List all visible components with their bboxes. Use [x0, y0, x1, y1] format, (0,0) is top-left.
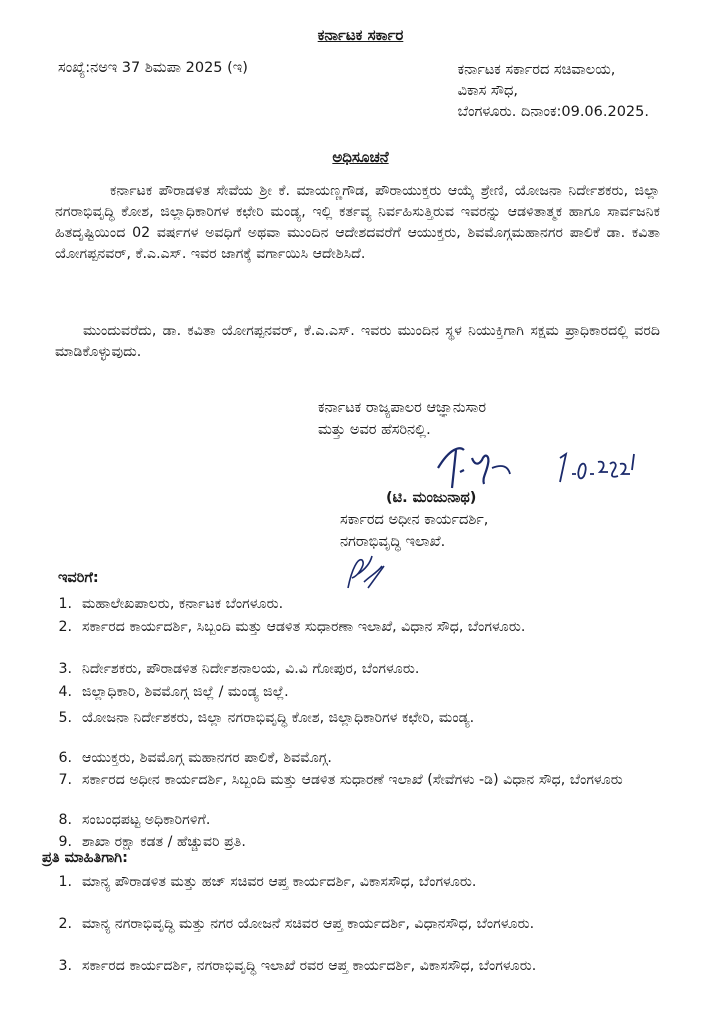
- order-line-1: ಕರ್ನಾಟಕ ರಾಜ್ಯಪಾಲರ ಆಜ್ಞಾನುಸಾರ: [318, 400, 487, 416]
- signatory-designation-2: ನಗರಾಭಿವೃದ್ಧಿ ಇಲಾಖೆ.: [340, 534, 446, 550]
- recipients-heading: ಇವರಿಗೆ:: [58, 570, 99, 586]
- recipients-list: 1. ಮಹಾಲೇಖಪಾಲರು, ಕರ್ನಾಟಕ ಬೆಂಗಳೂರು. 2. ಸರ್ಕಾರದ ಕಾರ್ಯದರ್ಶಿ, ಸಿಬ್ಬಂದಿ ಮತ್ತು ಆಡಳಿತ ಸುಧಾರಣಾ ಇಲಾಖೆ, ವಿಧಾನ ಸೌಧ, ಬೆಂಗಳೂರು. 3. ನಿರ್ದೇಶಕರು, ಪೌರಾಡಳಿತ ನಿರ್ದೇಶನಾಲಯ, ವಿ.ವಿ ಗೋಪುರ, ಬೆಂಗಳೂರು. 4. ಜಿಲ್ಲಾಧಿಕಾರಿ, ಶಿವಮೊಗ್ಗ ಜಿಲ್ಲೆ / ಮಂಡ್ಯ ಜಿಲ್ಲೆ. 5. ಯೋಜನಾ ನಿರ್ದೇಶಕರು, ಜಿಲ್ಲಾ ನಗರಾಭಿವೃದ್ಧಿ ಕೋಶ, ಜಿಲ್ಲಾಧಿಕಾರಿಗಳ ಕಛೇರಿ, ಮಂಡ್ಯ. 6. ಆಯುಕ್ತರು, ಶಿವಮೊಗ್ಗ ಮಹಾನಗರ ಪಾಲಿಕೆ, ಶಿವಮೊಗ್ಗ. 7. ಸರ್ಕಾರದ ಅಧೀನ ಕಾರ್ಯದರ್ಶಿ, ಸಿಬ್ಬಂದಿ ಮತ್ತು ಆಡಳಿತ ಸುಧಾರಣೆ ಇಲಾಖೆ (ಸೇವೆಗಳು -ಡಿ) ವಿಧಾನ ಸೌಧ, ಬೆಂಗಳೂರು 8. ಸಂಬಂಧಪಟ್ಟ ಅಧಿಕಾರಿಗಳಿಗೆ. 9. ಶಾಖಾ ರಕ್ಷಾ ಕಡತ / ಹೆಚ್ಚುವರಿ ಪ್ರತಿ.: [58, 596, 623, 850]
- order-line-2: ಮತ್ತು ಅವರ ಹೆಸರಿನಲ್ಲಿ.: [318, 422, 431, 438]
- notification-paragraph-2: ಮುಂದುವರೆದು, ಡಾ. ಕವಿತಾ ಯೋಗಪ್ಪನವರ್, ಕೆ.ಎ.ಎಸ್. ಇವರು ಮುಂದಿನ ಸ್ಥಳ ನಿಯುಕ್ತಿಗಾಗಿ ಸಕ್ಷಮ ಪ್ರಾಧಿಕಾರದಲ್ಲಿ ವರದಿ ಮಾಡಿಕೊಳ್ಳುವುದು.: [55, 323, 660, 360]
- notification-heading: ಅಧಿಸೂಚನೆ: [332, 148, 389, 166]
- copy-info-list: 1. ಮಾನ್ಯ ಪೌರಾಡಳಿತ ಮತ್ತು ಹಜ್ ಸಚಿವರ ಆಪ್ತ ಕಾರ್ಯದರ್ಶಿ, ವಿಕಾಸಸೌಧ, ಬೆಂಗಳೂರು. 2. ಮಾನ್ಯ ನಗರಾಭಿವೃದ್ಧಿ ಮತ್ತು ನಗರ ಯೋಜನೆ ಸಚಿವರ ಆಪ್ತ ಕಾರ್ಯದರ್ಶಿ, ವಿಧಾನಸೌಧ, ಬೆಂಗಳೂರು. 3. ಸರ್ಕಾರದ ಕಾರ್ಯದರ್ಶಿ, ನಗರಾಭಿವೃದ್ಧಿ ಇಲಾಖೆ ರವರ ಆಪ್ತ ಕಾರ್ಯದರ್ಶಿ, ವಿಕಾಸಸೌಧ, ಬೆಂಗಳೂರು.: [58, 874, 537, 974]
- signatory-name: (ಟಿ. ಮಂಜುನಾಥ): [386, 490, 477, 506]
- reference-number: ಸಂಖ್ಯೆ:ನಅಇ 37 ಶಿಮಪಾ 2025 (ಇ): [58, 60, 248, 76]
- document-title: ಕರ್ನಾಟಕ ಸರ್ಕಾರ: [317, 26, 404, 44]
- handwritten-initials-mark: [338, 538, 393, 598]
- notification-paragraph-1: ಕರ್ನಾಟಕ ಪೌರಾಡಳಿತ ಸೇವೆಯ ಶ್ರೀ ಕೆ. ಮಾಯಣ್ಣಗೌಡ, ಪೌರಾಯುಕ್ತರು ಆಯ್ಕೆ ಶ್ರೇಣಿ, ಯೋಜನಾ ನಿರ್ದೇಶಕರು, ಜಿಲ್ಲಾ ನಗರಾಭಿವೃದ್ಧಿ ಕೋಶ, ಜಿಲ್ಲಾಧಿಕಾರಿಗಳ ಕಛೇರಿ ಮಂಡ್ಯ, ಇಲ್ಲಿ ಕರ್ತವ್ಯ ನಿರ್ವಹಿಸುತ್ತಿರುವ ಇವರನ್ನು ಆಡಳಿತಾತ್ಮಕ ಹಾಗೂ ಸಾರ್ವಜನಿಕ ಹಿತದೃಷ್ಟಿಯಿಂದ 02 ವರ್ಷಗಳ ಅವಧಿಗೆ ಅಥವಾ ಮುಂದಿನ ಆದೇಶದವರೆಗೆ ಆಯುಕ್ತರು, ಶಿವಮೊಗ್ಗಮಹಾನಗರ ಪಾಲಿಕೆ ಡಾ. ಕವಿತಾ ಯೋಗಪ್ಪನವರ್, ಕೆ.ಎ.ಎಸ್. ಇವರ ಜಾಗಕ್ಕೆ ವರ್ಗಾಯಿಸಿ ಆದೇಶಿಸಿದೆ.: [55, 183, 660, 262]
- office-line-1: ಕರ್ನಾಟಕ ಸರ್ಕಾರದ ಸಚಿವಾಲಯ,: [457, 62, 616, 78]
- office-line-3-date: ಬೆಂಗಳೂರು. ದಿನಾಂಕ:09.06.2025.: [457, 104, 649, 120]
- office-address: [458, 60, 649, 123]
- office-line-2: ವಿಕಾಸ ಸೌಧ,: [457, 83, 518, 99]
- copy-info-heading: ಪ್ರತಿ ಮಾಹಿತಿಗಾಗಿ:: [42, 850, 128, 866]
- signatory-designation-1: ಸರ್ಕಾರದ ಅಧೀನ ಕಾರ್ಯದರ್ಶಿ,: [340, 512, 489, 528]
